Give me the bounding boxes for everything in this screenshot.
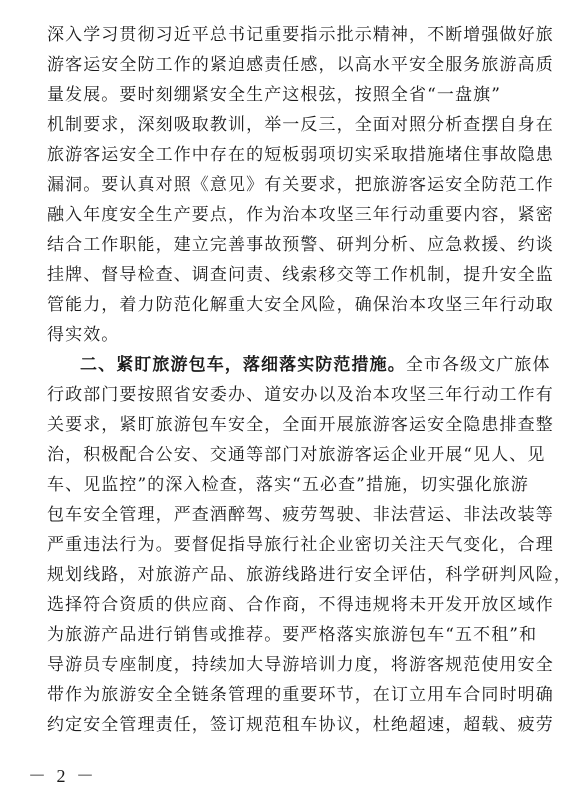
paragraph-1-line-7: 融入年度安全生产要点，作为治本攻坚三年行动重要内容，紧密 <box>47 205 554 225</box>
section-2-line-2: 行政部门要按照省安委办、道安办以及治本攻坚三年行动工作有 <box>47 385 554 405</box>
paragraph-1-line-4: 机制要求，深刻吸取教训，举一反三，全面对照分析查摆自身在 <box>47 115 554 135</box>
paragraph-1-line-10: 管能力，着力防范化解重大安全风险，确保治本攻坚三年行动取 <box>47 295 554 315</box>
section-2-line-8: 规划线路，对旅游产品、旅游线路进行安全评估，科学研判风险， <box>47 565 572 585</box>
page-number: － 2 － <box>28 766 97 786</box>
paragraph-1-line-6: 漏洞。要认真对照《意见》有关要求，把旅游客运安全防范工作 <box>47 175 554 195</box>
paragraph-1-line-8: 结合工作职能，建立完善事故预警、研判分析、应急救援、约谈 <box>47 235 554 255</box>
section-2-line-4: 治，积极配合公安、交通等部门对旅游客运企业开展“见人、见 <box>47 445 546 465</box>
section-2-first-line <box>80 350 551 380</box>
paragraph-1-line-3: 量发展。要时刻绷紧安全生产这根弦，按照全省“一盘旗” <box>47 85 501 105</box>
section-2-line-9: 选择符合资质的供应商、合作商，不得违规将未开发开放区域作 <box>47 595 554 615</box>
section-2-line-12: 带作为旅游安全全链条管理的重要环节，在订立用车合同时明确 <box>47 685 554 705</box>
section-2-line-5: 车、见监控”的深入检查，落实“五必查”措施，切实强化旅游 <box>47 475 529 495</box>
section-2-heading: 二、紧盯旅游包车，落细落实防范措施。 <box>80 355 406 375</box>
paragraph-1-line-1: 深入学习贯彻习近平总书记重要指示批示精神，不断增强做好旅 <box>47 25 554 45</box>
section-2-line-10: 为旅游产品进行销售或推荐。要严格落实旅游包车“五不租”和 <box>47 625 538 645</box>
section-2-line-13: 约定安全管理责任，签订规范租车协议，杜绝超速，超载、疲劳 <box>47 715 554 735</box>
paragraph-1-line-9: 挂牌、督导检查、调查问责、线索移交等工作机制，提升安全监 <box>47 265 554 285</box>
paragraph-1-line-5: 旅游客运安全工作中存在的短板弱项切实采取措施堵住事故隐患 <box>47 145 554 165</box>
section-2-line-3: 关要求，紧盯旅游包车安全，全面开展旅游客运安全隐患排查整 <box>47 415 554 435</box>
section-2-line-6: 包车安全管理，严查酒醉驾、疲劳驾驶、非法营运、非法改装等 <box>47 505 554 525</box>
section-2-first-line-text: 全市各级文广旅体 <box>405 355 551 375</box>
paragraph-1-line-11: 得实效。 <box>47 325 120 345</box>
section-2-line-7: 严重违法行为。要督促指导旅行社企业密切关注天气变化，合理 <box>47 535 554 555</box>
paragraph-1-line-2: 游客运安全防工作的紧迫感责任感，以高水平安全服务旅游高质 <box>47 55 554 75</box>
section-2-line-11: 导游员专座制度，持续加大导游培训力度，将游客规范使用安全 <box>47 655 554 675</box>
